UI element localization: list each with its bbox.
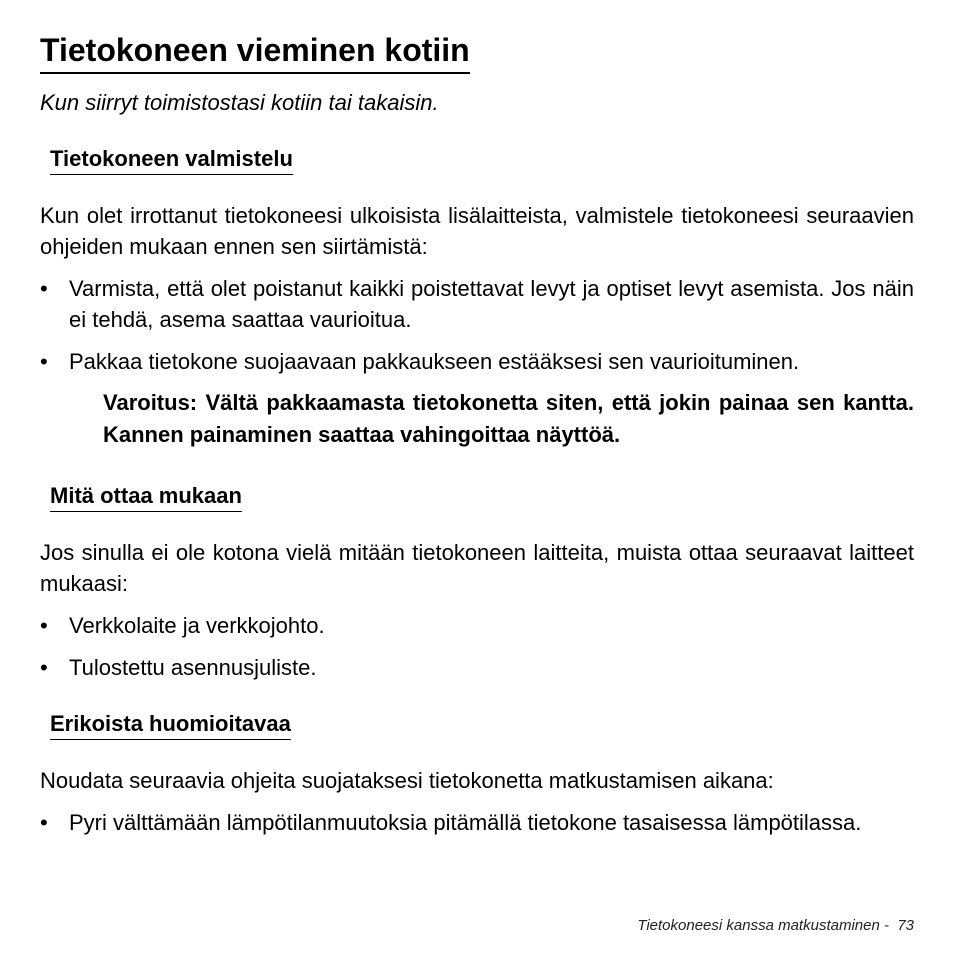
section-what-to-take: [40, 481, 914, 683]
list-item: [40, 273, 914, 335]
section-special-considerations: [40, 709, 914, 838]
bullet-icon: •: [40, 655, 48, 680]
warning-note: Varoitus: Vältä pakkaamasta tietokonetta siten, että jokin painaa sen kantta. Kannen painaminen saattaa vahingoittaa näyttöä.: [103, 390, 914, 447]
list-item-text: Verkkolaite ja verkkojohto.: [69, 613, 325, 638]
page-footer: [637, 917, 914, 934]
bullet-icon: •: [40, 276, 48, 301]
footer-text: Tietokoneesi kanssa matkustaminen -: [637, 917, 889, 934]
document-page: [40, 28, 914, 838]
section-heading: Erikoista huomioitavaa: [50, 709, 291, 740]
section-heading: Tietokoneen valmistelu: [50, 144, 293, 175]
section-intro: Noudata seuraavia ohjeita suojataksesi tietokonetta matkustamisen aikana:: [40, 768, 774, 793]
list-item: [40, 610, 914, 641]
bullet-list: [40, 807, 914, 838]
section-intro: Kun olet irrottanut tietokoneesi ulkoisista lisälaitteista, valmistele tietokoneesi seuraavien ohjeiden mukaan ennen sen siirtämistä:: [40, 203, 914, 259]
bullet-icon: •: [40, 613, 48, 638]
page-title: Tietokoneen vieminen kotiin: [40, 28, 470, 74]
section-heading: Mitä ottaa mukaan: [50, 481, 242, 512]
bullet-list: [40, 610, 914, 683]
list-item: [40, 807, 914, 838]
section-intro: Jos sinulla ei ole kotona vielä mitään tietokoneen laitteita, muista ottaa seuraavat laitteet mukaasi:: [40, 540, 914, 596]
list-item: [40, 346, 914, 377]
list-item-text: Tulostettu asennusjuliste.: [69, 655, 317, 680]
section-preparation: [40, 144, 914, 451]
bullet-icon: •: [40, 810, 48, 835]
list-item-text: Varmista, että olet poistanut kaikki poistettavat levyt ja optiset levyt asemista. Jos näin ei tehdä, asema saattaa vaurioitua.: [69, 276, 914, 332]
list-item-text: Pyri välttämään lämpötilanmuutoksia pitämällä tietokone tasaisessa lämpötilassa.: [69, 810, 862, 835]
page-number: 73: [897, 917, 914, 934]
page-subtitle: Kun siirryt toimistostasi kotiin tai takaisin.: [40, 90, 439, 115]
bullet-list: [40, 273, 914, 377]
list-item: [40, 652, 914, 683]
bullet-icon: •: [40, 349, 48, 374]
list-item-text: Pakkaa tietokone suojaavaan pakkaukseen estääksesi sen vaurioituminen.: [69, 349, 800, 374]
